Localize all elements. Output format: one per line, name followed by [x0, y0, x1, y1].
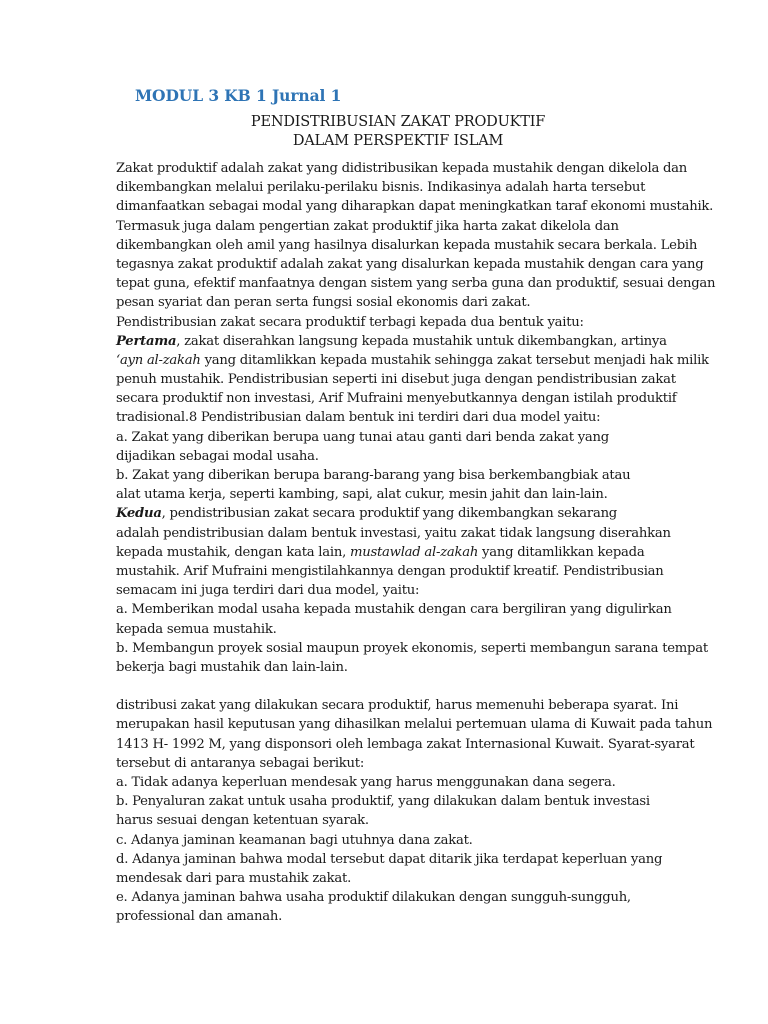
document-body: [116, 159, 716, 927]
body-line: e. Adanya jaminan bahwa usaha produktif dilakukan dengan sungguh-sungguh,: [116, 890, 631, 906]
kedua-label: Kedua: [116, 506, 162, 522]
mustawlad-line: [116, 543, 676, 562]
kedua-line: [116, 504, 676, 523]
body-line: Pendistribusian zakat secara produktif terbagi kepada dua bentuk yaitu:: [116, 314, 584, 330]
paragraph-gap: [116, 677, 676, 696]
body-line: kepada semua mustahik.: [116, 621, 277, 637]
body-line: tegasnya zakat produktif adalah zakat yang disalurkan kepada mustahik dengan cara yang: [116, 256, 704, 272]
body-line: bekerja bagi mustahik dan lain-lain.: [116, 659, 348, 675]
body-line: alat utama kerja, seperti kambing, sapi, alat cukur, mesin jahit dan lain-lain.: [116, 487, 608, 503]
body-line: merupakan hasil keputusan yang dihasilkan melalui pertemuan ulama di Kuwait pada tahun: [116, 717, 713, 733]
body-line: distribusi zakat yang dilakukan secara produktif, harus memenuhi beberapa syarat. Ini: [116, 698, 679, 714]
body-line: d. Adanya jaminan bahwa modal tersebut dapat ditarik jika terdapat keperluan yang: [116, 851, 663, 867]
body-line: mendesak dari para mustahik zakat.: [116, 870, 352, 886]
body-line: dijadikan sebagai modal usaha.: [116, 448, 319, 464]
body-line: tersebut di antaranya sebagai berikut:: [116, 755, 365, 771]
mustawlad-term: mustawlad al-zakah: [349, 544, 479, 560]
body-line: a. Memberikan modal usaha kepada mustahik dengan cara bergiliran yang digulirkan: [116, 602, 672, 618]
body-line: 1413 H- 1992 M, yang disponsori oleh lembaga zakat Internasional Kuwait. Syarat-syarat: [116, 736, 695, 752]
body-line: a. Zakat yang diberikan berupa uang tunai atau ganti dari benda zakat yang: [116, 429, 609, 445]
ayn-term: ‘ayn al-zakah: [116, 352, 201, 368]
body-line: Termasuk juga dalam pengertian zakat produktif jika harta zakat dikelola dan: [116, 218, 619, 234]
body-line: b. Membangun proyek sosial maupun proyek ekonomis, seperti membangun sarana tempat: [116, 640, 708, 656]
module-heading: MODUL 3 KB 1 Jurnal 1: [135, 86, 342, 105]
body-line: Zakat produktif adalah zakat yang didistribusikan kepada mustahik dengan dikelola dan: [116, 161, 688, 176]
body-line: tepat guna, efektif manfaatnya dengan sistem yang serba guna dan produktif, sesuai dengan: [116, 276, 716, 292]
body-line: c. Adanya jaminan keamanan bagi utuhnya dana zakat.: [116, 832, 473, 848]
body-line: dimanfaatkan sebagai modal yang diharapkan dapat meningkatkan taraf ekonomi mustahik.: [116, 199, 714, 215]
document-title-line-2: DALAM PERSPEKTIF ISLAM: [292, 133, 504, 149]
mustawlad-before: kepada mustahik, dengan kata lain,: [116, 544, 350, 560]
pertama-line: [116, 332, 676, 351]
body-line: b. Penyaluran zakat untuk usaha produktif, yang dilakukan dalam bentuk investasi: [116, 794, 650, 810]
body-line: secara produktif non investasi, Arif Mufraini menyebutkannya dengan istilah produktif: [116, 391, 677, 407]
pertama-label: Pertama: [116, 333, 177, 349]
body-line: a. Tidak adanya keperluan mendesak yang harus menggunakan dana segera.: [116, 775, 616, 790]
body-line: dikembangkan oleh amil yang hasilnya disalurkan kepada mustahik secara berkala. Lebih: [116, 237, 698, 253]
pertama-text: , zakat diserahkan langsung kepada mustahik untuk dikembangkan, artinya: [176, 333, 667, 349]
body-line: b. Zakat yang diberikan berupa barang-barang yang bisa berkembangbiak atau: [116, 468, 631, 483]
ayn-line: [116, 351, 709, 370]
kedua-text: , pendistribusian zakat secara produktif yang dikembangkan sekarang: [161, 506, 617, 522]
document-title-line-1: PENDISTRIBUSIAN ZAKAT PRODUKTIF: [250, 114, 546, 130]
ayn-text: yang ditamlikkan kepada mustahik sehingga zakat tersebut menjadi hak milik: [200, 352, 709, 368]
body-line: tradisional.8 Pendistribusian dalam bentuk ini terdiri dari dua model yaitu:: [116, 410, 601, 426]
body-line: semacam ini juga terdiri dari dua model, yaitu:: [116, 583, 420, 599]
body-line: harus sesuai dengan ketentuan syarak.: [116, 813, 369, 829]
body-line: mustahik. Arif Mufraini mengistilahkannya dengan produktif kreatif. Pendistribusian: [116, 563, 664, 579]
body-line: adalah pendistribusian dalam bentuk investasi, yaitu zakat tidak langsung diserahkan: [116, 525, 671, 541]
body-line: professional dan amanah.: [116, 909, 283, 925]
body-line: dikembangkan melalui perilaku-perilaku bisnis. Indikasinya adalah harta tersebut: [116, 180, 646, 196]
mustawlad-after: yang ditamlikkan kepada: [478, 544, 645, 560]
body-line: penuh mustahik. Pendistribusian seperti ini disebut juga dengan pendistribusian zakat: [116, 372, 676, 388]
body-line: pesan syariat dan peran serta fungsi sosial ekonomis dari zakat.: [116, 295, 531, 311]
